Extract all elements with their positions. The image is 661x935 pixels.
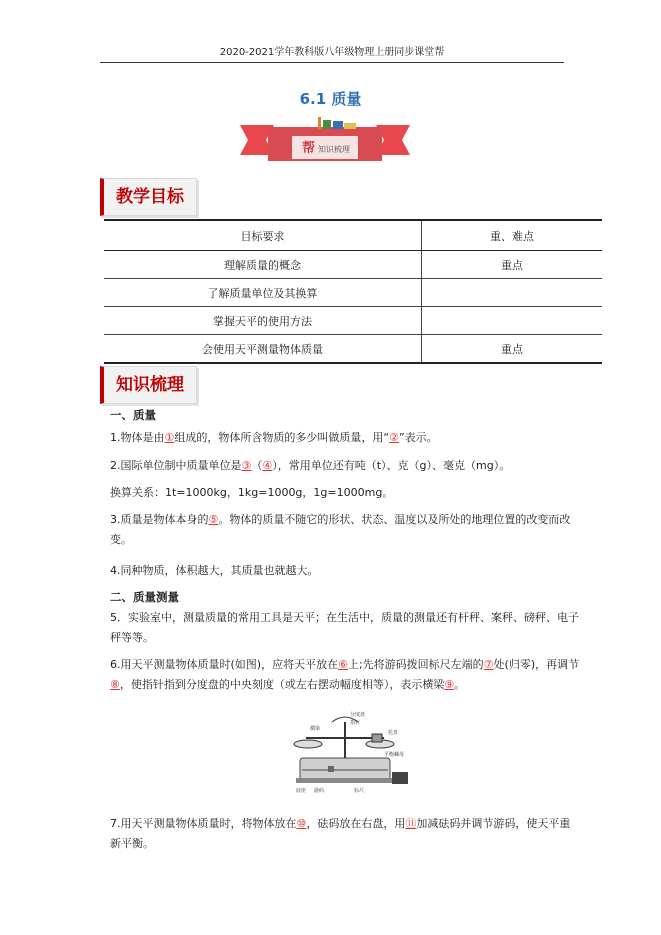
ribbon-big-char: 帮	[302, 141, 316, 156]
heading-mass: 一、质量	[110, 408, 156, 422]
blank-9: ⑨	[444, 678, 455, 691]
svg-text:底座: 底座	[296, 788, 307, 794]
blank-1: ①	[164, 431, 175, 444]
svg-text:分度盘: 分度盘	[350, 712, 366, 718]
svg-text:平衡螺母: 平衡螺母	[384, 752, 405, 758]
svg-text:指针: 指针	[350, 720, 361, 726]
heading-measurement: 二、质量测量	[110, 590, 179, 604]
stationery-icon	[318, 117, 356, 129]
svg-text:游码: 游码	[314, 788, 325, 794]
section-ribbon-banner	[240, 115, 410, 167]
table-cell: 了解质量单位及其换算	[104, 279, 422, 307]
blank-11: ⑪	[405, 817, 417, 830]
svg-text:标尺: 标尺	[354, 788, 365, 794]
table-cell	[422, 279, 603, 307]
column-header-focus: 重、难点	[422, 220, 603, 251]
table-row	[104, 251, 602, 279]
knowledge-section-tag: 知识梳理	[100, 366, 197, 404]
table-cell: 理解质量的概念	[104, 251, 422, 279]
paragraph-5: 5．实验室中，测量质量的常用工具是天平；在生活中，质量的测量还有杆秤、案秤、磅秤、电子秤等等。	[110, 611, 579, 644]
table-cell: 会使用天平测量物体质量	[104, 335, 422, 364]
blank-3: ③	[241, 459, 252, 472]
goals-table	[104, 219, 602, 364]
blank-6: ⑥	[338, 658, 348, 671]
svg-text:横梁: 横梁	[310, 726, 321, 732]
blank-4: ④	[262, 459, 273, 472]
blank-5: ⑤	[208, 513, 219, 526]
page-title: 6.1 质量	[299, 90, 362, 108]
table-cell: 掌握天平的使用方法	[104, 307, 422, 335]
table-row	[104, 279, 602, 307]
paragraph-3: 3.质量是物体本身的⑤。物体的质量不随它的形状、状态、温度以及所处的地理位置的改变而改变。	[110, 513, 571, 546]
table-cell: 重点	[422, 335, 603, 364]
goals-section-tag: 教学目标	[100, 178, 197, 216]
paragraph-4: 4.同种物质，体积越大，其质量也就越大。	[110, 564, 319, 577]
balance-scale-figure	[288, 708, 412, 796]
svg-text:托盘: 托盘	[388, 730, 399, 736]
paragraph-2: 2.国际单位制中质量单位是③（④），常用单位还有吨（t）、克（g）、毫克（mg）。	[110, 459, 511, 472]
table-row	[104, 335, 602, 364]
ribbon-label: 知识梳理	[318, 145, 350, 154]
paragraph-1: 1.物体是由①组成的，物体所含物质的多少叫做质量，用“②”表示。	[110, 431, 438, 444]
paragraph-7: 7.用天平测量物体质量时，将物体放在⑩，砝码放在右盘，用⑪加减砝码并调节游码，使天平重新平衡。	[110, 817, 571, 850]
table-cell	[422, 307, 603, 335]
paragraph-conversion: 换算关系：1t=1000kg，1kg=1000g，1g=1000mg。	[110, 486, 394, 499]
blank-7: ⑦	[483, 658, 494, 671]
table-header-row	[104, 220, 602, 251]
blank-8: ⑧	[110, 678, 120, 691]
blank-10: ⑩	[296, 817, 307, 830]
page-header: 2020-2021学年教科版八年级物理上册同步课堂帮	[100, 44, 564, 63]
paragraph-6: 6.用天平测量物体质量时(如图)，应将天平放在⑥上;先将游码拨回标尺左端的⑦处(归零)，再调节⑧，使指针指到分度盘的中央刻度（或左右摆动幅度相等），表示横梁⑨。	[110, 658, 580, 691]
table-row	[104, 307, 602, 335]
blank-2: ②	[389, 431, 399, 444]
column-header-goal: 目标要求	[104, 220, 422, 251]
table-cell: 重点	[422, 251, 603, 279]
